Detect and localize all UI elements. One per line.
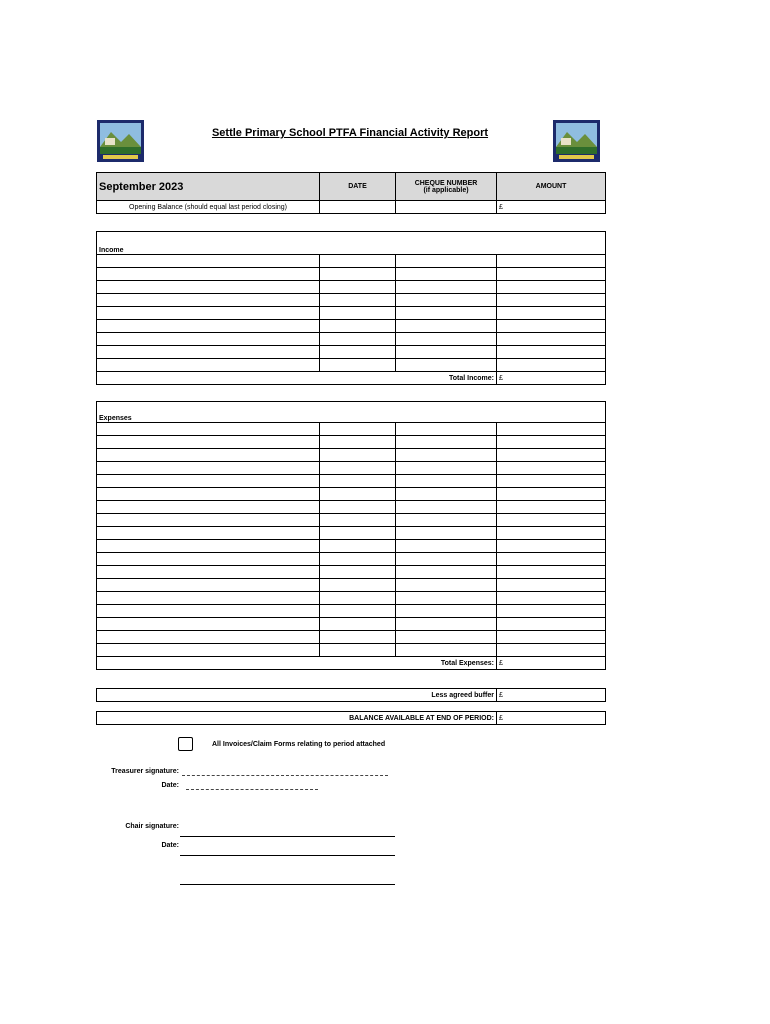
- expense-description-cell[interactable]: [97, 579, 320, 592]
- income-amount-cell[interactable]: [497, 255, 606, 268]
- expense-entry-row: [97, 605, 606, 618]
- expense-date-cell[interactable]: [320, 462, 396, 475]
- expense-date-cell[interactable]: [320, 514, 396, 527]
- expense-amount-cell[interactable]: [497, 579, 606, 592]
- expense-amount-cell[interactable]: [497, 488, 606, 501]
- expense-amount-cell[interactable]: [497, 566, 606, 579]
- treasurer-signature-line[interactable]: [182, 775, 388, 776]
- expense-cheque-cell[interactable]: [396, 527, 497, 540]
- expense-amount-cell[interactable]: [497, 462, 606, 475]
- expense-description-cell[interactable]: [97, 618, 320, 631]
- balance-table: [96, 711, 606, 725]
- income-description-cell[interactable]: [97, 268, 320, 281]
- expense-amount-cell[interactable]: [497, 514, 606, 527]
- income-amount-cell[interactable]: [497, 346, 606, 359]
- expense-date-cell[interactable]: [320, 566, 396, 579]
- expense-amount-cell[interactable]: [497, 631, 606, 644]
- expense-entry-row: [97, 540, 606, 553]
- expense-description-cell[interactable]: [97, 488, 320, 501]
- expense-amount-cell[interactable]: [497, 644, 606, 657]
- income-rows: [97, 255, 606, 372]
- expense-date-cell[interactable]: [320, 501, 396, 514]
- expense-description-cell[interactable]: [97, 475, 320, 488]
- expense-amount-cell[interactable]: [497, 553, 606, 566]
- summary-table: [96, 172, 606, 214]
- total-expenses-label: Total Expenses:: [97, 657, 497, 670]
- expense-description-cell[interactable]: [97, 514, 320, 527]
- expense-entry-row: [97, 592, 606, 605]
- expense-entry-row: [97, 449, 606, 462]
- income-section-title: Income: [97, 232, 606, 255]
- expense-description-cell[interactable]: [97, 553, 320, 566]
- chair-signature-label: Chair signature:: [125, 823, 179, 830]
- cheque-header-line1: CHEQUE NUMBER: [414, 179, 478, 187]
- expense-cheque-cell[interactable]: [396, 579, 497, 592]
- expense-entry-row: [97, 644, 606, 657]
- expense-date-cell[interactable]: [320, 488, 396, 501]
- income-entry-row: [97, 307, 606, 320]
- extra-line[interactable]: [180, 884, 395, 885]
- income-entry-row: [97, 281, 606, 294]
- expense-entry-row: [97, 475, 606, 488]
- expense-amount-cell[interactable]: [497, 449, 606, 462]
- expense-cheque-cell[interactable]: [396, 423, 497, 436]
- treasurer-signature-label: Treasurer signature:: [111, 768, 179, 775]
- expense-entry-row: [97, 501, 606, 514]
- income-description-cell[interactable]: [97, 320, 320, 333]
- income-cheque-cell[interactable]: [396, 346, 497, 359]
- expense-cheque-cell[interactable]: [396, 566, 497, 579]
- income-table: [96, 231, 606, 385]
- expense-entry-row: [97, 527, 606, 540]
- expense-date-cell[interactable]: [320, 527, 396, 540]
- income-date-cell[interactable]: [320, 281, 396, 294]
- expense-date-cell[interactable]: [320, 449, 396, 462]
- income-description-cell[interactable]: [97, 307, 320, 320]
- school-logo-right: [553, 120, 600, 162]
- income-date-cell[interactable]: [320, 294, 396, 307]
- income-cheque-cell[interactable]: [396, 294, 497, 307]
- income-date-cell[interactable]: [320, 320, 396, 333]
- expense-amount-cell[interactable]: [497, 423, 606, 436]
- opening-amount-cell[interactable]: £: [497, 201, 606, 214]
- income-amount-cell[interactable]: [497, 281, 606, 294]
- income-amount-cell[interactable]: [497, 359, 606, 372]
- income-description-cell[interactable]: [97, 346, 320, 359]
- opening-cheque-cell[interactable]: [396, 201, 497, 214]
- page-title: Settle Primary School PTFA Financial Activity Report: [211, 127, 489, 139]
- cheque-header-line2: (if applicable): [423, 186, 469, 194]
- total-income-label: Total Income:: [97, 372, 497, 385]
- expense-description-cell[interactable]: [97, 605, 320, 618]
- expense-amount-cell[interactable]: [497, 475, 606, 488]
- expense-cheque-cell[interactable]: [396, 449, 497, 462]
- expense-cheque-cell[interactable]: [396, 436, 497, 449]
- expense-cheque-cell[interactable]: [396, 592, 497, 605]
- expenses-section-title: Expenses: [97, 402, 606, 423]
- expense-entry-row: [97, 618, 606, 631]
- expense-entry-row: [97, 566, 606, 579]
- expense-entry-row: [97, 488, 606, 501]
- expense-entry-row: [97, 514, 606, 527]
- income-entry-row: [97, 294, 606, 307]
- expense-cheque-cell[interactable]: [396, 540, 497, 553]
- income-entry-row: [97, 320, 606, 333]
- income-date-cell[interactable]: [320, 268, 396, 281]
- income-amount-cell[interactable]: [497, 320, 606, 333]
- expense-cheque-cell[interactable]: [396, 631, 497, 644]
- expense-amount-cell[interactable]: [497, 605, 606, 618]
- income-date-cell[interactable]: [320, 255, 396, 268]
- income-date-cell[interactable]: [320, 307, 396, 320]
- expense-date-cell[interactable]: [320, 436, 396, 449]
- expense-date-cell[interactable]: [320, 423, 396, 436]
- income-amount-cell[interactable]: [497, 333, 606, 346]
- expenses-table: [96, 401, 606, 670]
- expense-date-cell[interactable]: [320, 540, 396, 553]
- expense-date-cell[interactable]: [320, 618, 396, 631]
- expense-description-cell[interactable]: [97, 501, 320, 514]
- expense-amount-cell[interactable]: [497, 501, 606, 514]
- income-date-cell[interactable]: [320, 359, 396, 372]
- expense-amount-cell[interactable]: [497, 527, 606, 540]
- expense-description-cell[interactable]: [97, 592, 320, 605]
- income-cheque-cell[interactable]: [396, 359, 497, 372]
- expense-date-cell[interactable]: [320, 475, 396, 488]
- expense-description-cell[interactable]: [97, 436, 320, 449]
- treasurer-date-label: Date:: [161, 782, 179, 789]
- expense-description-cell[interactable]: [97, 540, 320, 553]
- expense-cheque-cell[interactable]: [396, 488, 497, 501]
- expense-entry-row: [97, 462, 606, 475]
- expense-amount-cell[interactable]: [497, 540, 606, 553]
- income-entry-row: [97, 346, 606, 359]
- date-column-header: DATE: [320, 173, 396, 201]
- buffer-label: Less agreed buffer: [97, 689, 497, 702]
- income-description-cell[interactable]: [97, 359, 320, 372]
- expense-date-cell[interactable]: [320, 644, 396, 657]
- treasurer-date-line[interactable]: [186, 789, 318, 790]
- expense-entry-row: [97, 631, 606, 644]
- expense-description-cell[interactable]: [97, 631, 320, 644]
- expense-cheque-cell[interactable]: [396, 501, 497, 514]
- income-entry-row: [97, 268, 606, 281]
- income-cheque-cell[interactable]: [396, 268, 497, 281]
- total-income-cell[interactable]: £: [497, 372, 606, 385]
- expense-cheque-cell[interactable]: [396, 618, 497, 631]
- buffer-amount-cell[interactable]: £: [497, 689, 606, 702]
- balance-label: BALANCE AVAILABLE AT END OF PERIOD:: [97, 712, 497, 725]
- expense-amount-cell[interactable]: [497, 618, 606, 631]
- expense-entry-row: [97, 436, 606, 449]
- income-amount-cell[interactable]: [497, 294, 606, 307]
- expense-entry-row: [97, 553, 606, 566]
- income-cheque-cell[interactable]: [396, 307, 497, 320]
- income-cheque-cell[interactable]: [396, 255, 497, 268]
- income-date-cell[interactable]: [320, 346, 396, 359]
- income-entry-row: [97, 255, 606, 268]
- school-logo-left: [97, 120, 144, 162]
- income-entry-row: [97, 333, 606, 346]
- buffer-table: [96, 688, 606, 702]
- chair-signature-line[interactable]: [180, 836, 395, 837]
- expense-description-cell[interactable]: [97, 566, 320, 579]
- income-description-cell[interactable]: [97, 281, 320, 294]
- expense-cheque-cell[interactable]: [396, 553, 497, 566]
- expense-description-cell[interactable]: [97, 462, 320, 475]
- income-description-cell[interactable]: [97, 294, 320, 307]
- income-amount-cell[interactable]: [497, 268, 606, 281]
- chair-date-line[interactable]: [180, 855, 395, 856]
- expense-cheque-cell[interactable]: [396, 514, 497, 527]
- amount-column-header: AMOUNT: [497, 173, 606, 201]
- chair-date-label: Date:: [161, 842, 179, 849]
- expense-date-cell[interactable]: [320, 592, 396, 605]
- income-entry-row: [97, 359, 606, 372]
- expense-date-cell[interactable]: [320, 631, 396, 644]
- expense-amount-cell[interactable]: [497, 436, 606, 449]
- income-description-cell[interactable]: [97, 333, 320, 346]
- expense-description-cell[interactable]: [97, 423, 320, 436]
- attachments-checkbox[interactable]: [178, 737, 193, 751]
- month-label: September 2023: [97, 173, 320, 201]
- expense-entry-row: [97, 579, 606, 592]
- expense-cheque-cell[interactable]: [396, 475, 497, 488]
- income-amount-cell[interactable]: [497, 307, 606, 320]
- attachments-label: All Invoices/Claim Forms relating to period attached: [212, 741, 386, 748]
- income-cheque-cell[interactable]: [396, 281, 497, 294]
- expense-amount-cell[interactable]: [497, 592, 606, 605]
- expense-rows: [97, 423, 606, 657]
- opening-date-cell[interactable]: [320, 201, 396, 214]
- expense-description-cell[interactable]: [97, 449, 320, 462]
- income-date-cell[interactable]: [320, 333, 396, 346]
- income-cheque-cell[interactable]: [396, 320, 497, 333]
- balance-amount-cell[interactable]: £: [497, 712, 606, 725]
- total-expenses-cell[interactable]: £: [497, 657, 606, 670]
- expense-cheque-cell[interactable]: [396, 605, 497, 618]
- expense-description-cell[interactable]: [97, 644, 320, 657]
- opening-balance-label: Opening Balance (should equal last period closing): [97, 201, 320, 214]
- cheque-column-header: [396, 173, 497, 201]
- expense-date-cell[interactable]: [320, 579, 396, 592]
- expense-cheque-cell[interactable]: [396, 644, 497, 657]
- expense-cheque-cell[interactable]: [396, 462, 497, 475]
- expense-date-cell[interactable]: [320, 553, 396, 566]
- expense-date-cell[interactable]: [320, 605, 396, 618]
- income-cheque-cell[interactable]: [396, 333, 497, 346]
- income-description-cell[interactable]: [97, 255, 320, 268]
- expense-entry-row: [97, 423, 606, 436]
- expense-description-cell[interactable]: [97, 527, 320, 540]
